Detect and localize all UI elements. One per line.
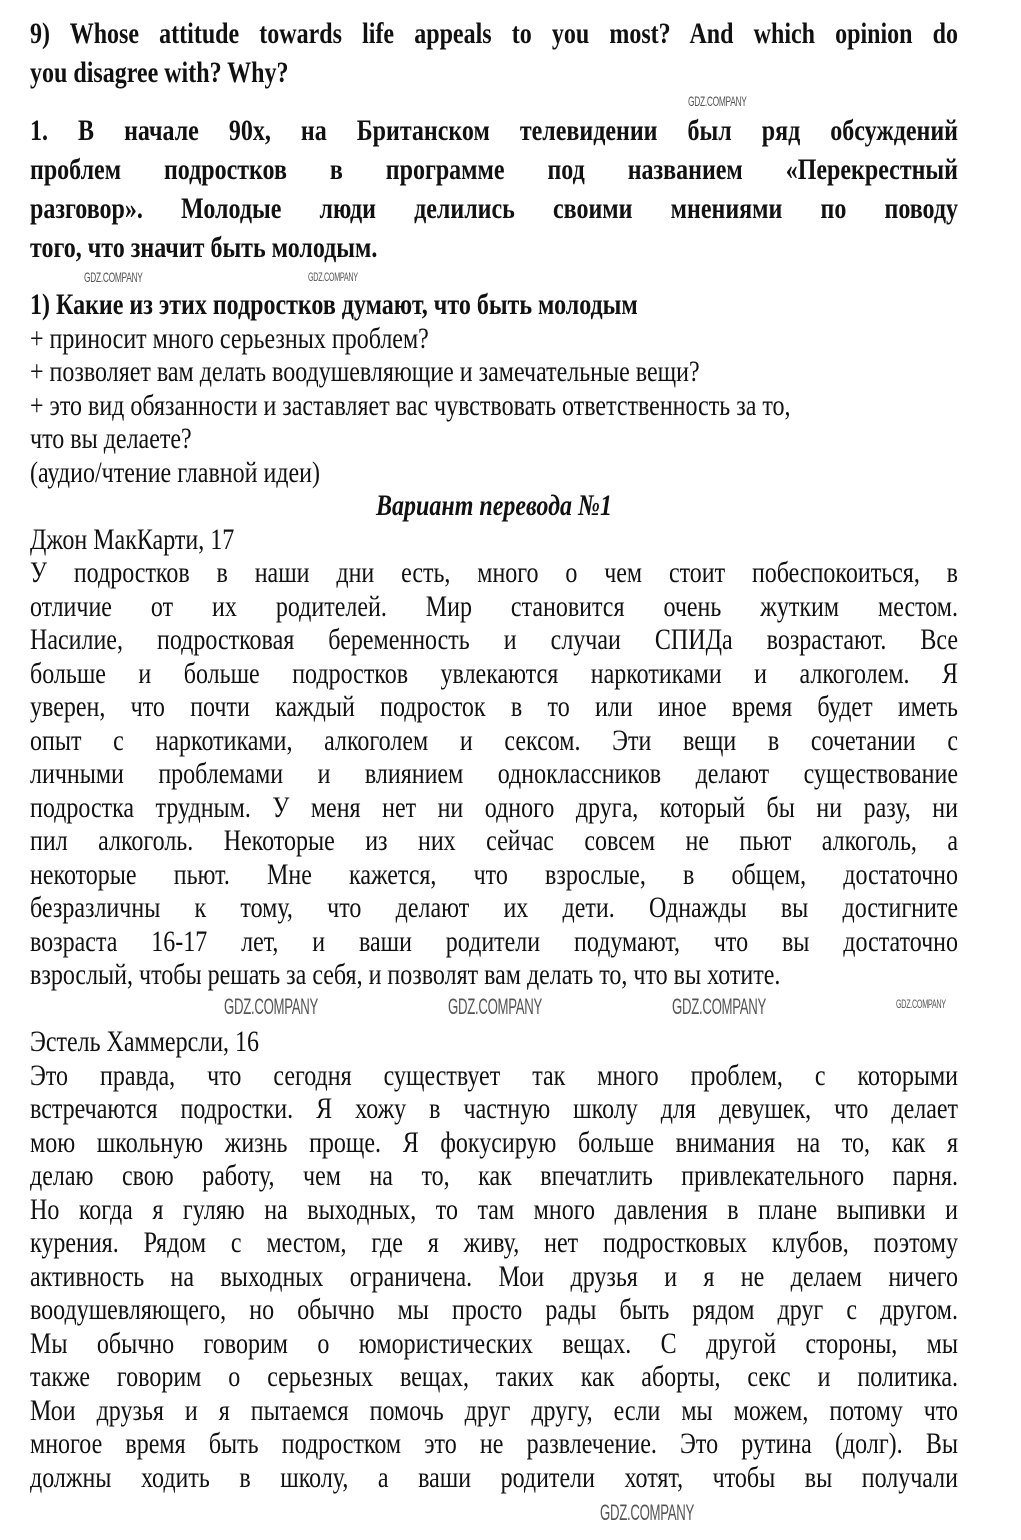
text-line: подростка трудным. У меня нет ни одного друга, который бы ни разу, ни <box>30 790 958 824</box>
text-line: Мы обычно говорим о юмористических вещах. С другой стороны, мы <box>30 1326 958 1360</box>
variant-title: Вариант перевода №1 <box>376 489 612 522</box>
variant-section <box>30 489 958 992</box>
text-line: того, что значит быть молодым. <box>30 231 378 264</box>
text-line: воодушевляющего, но обычно мы просто рады быть рядом друг с другом. <box>30 1293 958 1326</box>
text-line: взрослый, чтобы решать за себя, и позволят вам делать то, что вы хотите. <box>30 958 781 991</box>
text-line: мою школьную жизнь проще. Я фокусирую больше внимания на то, как я <box>30 1125 958 1159</box>
text-line: 9) Whose attitude towards life appeals to you most? And which opinion do <box>30 17 958 50</box>
watermark: GDZ.COMPANY <box>84 269 143 285</box>
watermark: GDZ.COMPANY <box>600 1500 694 1525</box>
watermark: GDZ.COMPANY <box>688 93 747 109</box>
text-line: пил алкоголь. Некоторые из них сейчас совсем не пьют алкоголь, а <box>30 824 958 857</box>
text-line: возраста 16-17 лет, и ваши родители подумают, что вы достаточно <box>30 924 958 958</box>
text-line: 1. В начале 90х, на Британском телевидении был ряд обсуждений <box>30 114 958 147</box>
text-line: безразличны к тому, что делают их дети. Однажды вы достигните <box>30 891 958 924</box>
task-1-heading: 1) Какие из этих подростков думают, что быть молодым <box>30 288 638 321</box>
text-line: также говорим о серьезных вещах, таких как аборты, секс и политика. <box>30 1360 958 1393</box>
text-line: Мои друзья и я пытаемся помочь друг другу, если мы можем, потому что <box>30 1393 958 1427</box>
text-line: что вы делаете? <box>30 422 192 455</box>
text-line: встречаются подростки. Я хожу в частную школу для девушек, что делает <box>30 1092 958 1125</box>
watermark: GDZ.COMPANY <box>448 994 542 1019</box>
question-9 <box>30 14 958 92</box>
person-2-section <box>30 1025 958 1494</box>
text-line: (аудио/чтение главной идеи) <box>30 455 321 489</box>
text-line: Но когда я гуляю на выходных, то там много давления в плане выпивки и <box>30 1192 958 1226</box>
person-2-name: Эстель Хаммерсли, 16 <box>30 1025 260 1058</box>
text-line: + это вид обязанности и заставляет вас чувствовать ответственность за то, <box>30 388 791 422</box>
intro-paragraph <box>30 111 958 267</box>
text-line: you disagree with? Why? <box>30 56 289 89</box>
text-line: многое время быть подростком это не развлечение. Это рутина (долг). Вы <box>30 1427 958 1460</box>
text-line: опыт с наркотиками, алкоголем и сексом. Эти вещи в сочетании с <box>30 723 958 757</box>
watermark: GDZ.COMPANY <box>224 994 318 1019</box>
text-line: должны ходить в школу, а ваши родители хотят, чтобы вы получали <box>30 1460 958 1494</box>
person-1-name: Джон МакКарти, 17 <box>30 522 235 556</box>
task-1 <box>30 288 958 489</box>
text-line: делаю свою работу, чем на то, как впечатлить привлекательного парня. <box>30 1159 958 1192</box>
text-line: курения. Рядом с местом, где я живу, нет подростковых клубов, поэтому <box>30 1226 958 1259</box>
text-line: + приносит много серьезных проблем? <box>30 321 429 355</box>
watermark: GDZ.COMPANY <box>672 994 766 1019</box>
text-line: больше и больше подростков увлекаются наркотиками и алкоголем. Я <box>30 656 958 690</box>
text-line: некоторые пьют. Мне кажется, что взрослые, в общем, достаточно <box>30 857 958 891</box>
watermark: GDZ.COMPANY <box>896 997 946 1011</box>
text-line: проблем подростков в программе под названием «Перекрестный <box>30 153 958 186</box>
text-line: личными проблемами и влиянием одноклассников делают существование <box>30 757 958 790</box>
text-line: У подростков в наши дни есть, много о чем стоит побеспокоиться, в <box>30 556 958 589</box>
text-line: активность на выходных ограничена. Мои друзья и я не делаем ничего <box>30 1259 958 1293</box>
text-line: уверен, что почти каждый подросток в то или иное время будет иметь <box>30 690 958 723</box>
text-line: Это правда, что сегодня существует так много проблем, с которыми <box>30 1058 958 1092</box>
text-line: + позволяет вам делать воодушевляющие и замечательные вещи? <box>30 355 700 388</box>
text-line: отличие от их родителей. Мир становится очень жутким местом. <box>30 589 958 623</box>
text-line: разговор». Молодые люди делились своими мнениями по поводу <box>30 192 958 225</box>
text-line: Насилие, подростковая беременность и случаи СПИДа возрастают. Все <box>30 623 958 656</box>
watermark: GDZ.COMPANY <box>308 270 358 284</box>
